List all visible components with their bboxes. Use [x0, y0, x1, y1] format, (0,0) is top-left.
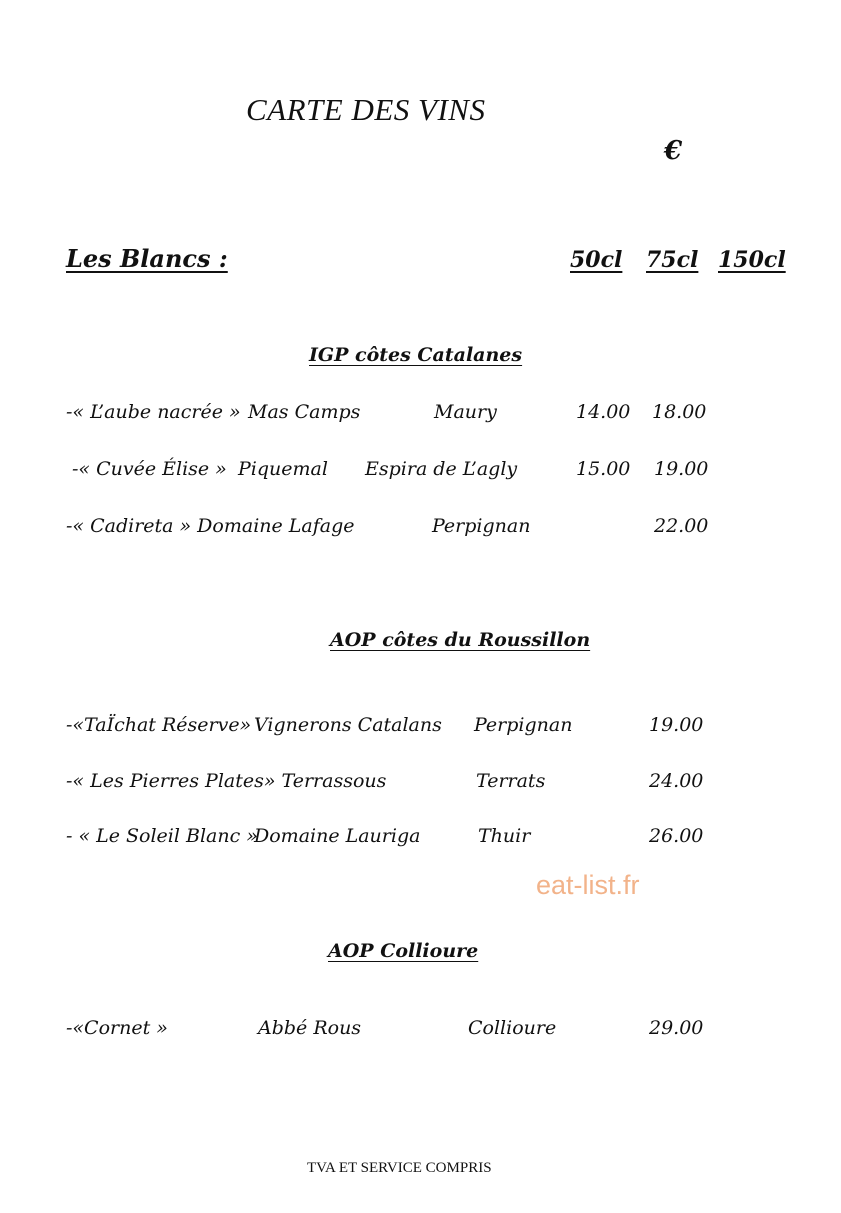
price-75cl: 19.00	[654, 458, 709, 480]
wine-name: -« L’aube nacrée »	[66, 401, 241, 423]
wine-name: - « Le Soleil Blanc »	[66, 825, 258, 847]
watermark: eat-list.fr	[536, 870, 640, 900]
wine-producer: Piquemal	[238, 458, 328, 480]
size-75cl: 75cl	[646, 247, 699, 273]
size-150cl: 150cl	[718, 247, 786, 273]
wine-producer: Abbé Rous	[258, 1017, 362, 1039]
price-75cl: 22.00	[654, 515, 709, 537]
currency-symbol: €	[664, 136, 683, 166]
wine-place: Maury	[434, 401, 497, 423]
group-heading: IGP côtes Catalanes	[309, 344, 523, 366]
price-75cl: 26.00	[649, 825, 704, 847]
group-heading: AOP Collioure	[328, 940, 479, 962]
wine-place: Thuir	[478, 825, 531, 847]
wine-name: -« Cadireta » Domaine Lafage	[66, 515, 355, 537]
wine-name: -« Les Pierres Plates» Terrassous	[66, 770, 387, 792]
group-heading: AOP côtes du Roussillon	[330, 629, 591, 651]
wine-place: Perpignan	[432, 515, 531, 537]
section-heading: Les Blancs :	[66, 244, 228, 273]
wine-place: Collioure	[468, 1017, 557, 1039]
price-50cl: 14.00	[576, 401, 631, 423]
wine-place: Espira de L’agly	[365, 458, 518, 480]
wine-producer: Domaine Lauriga	[254, 825, 421, 847]
wine-name: -«TaЇchat Réserve»	[66, 714, 252, 736]
wine-producer: Mas Camps	[248, 401, 361, 423]
wine-name: -«Cornet »	[66, 1017, 168, 1039]
size-50cl: 50cl	[570, 247, 623, 273]
wine-place: Perpignan	[474, 714, 573, 736]
price-75cl: 29.00	[649, 1017, 704, 1039]
price-75cl: 24.00	[649, 770, 704, 792]
price-50cl: 15.00	[576, 458, 631, 480]
wine-place: Terrats	[476, 770, 546, 792]
price-75cl: 18.00	[652, 401, 707, 423]
wine-producer: Vignerons Catalans	[254, 714, 442, 736]
footer-note: TVA ET SERVICE COMPRIS	[307, 1160, 492, 1176]
wine-name: -« Cuvée Élise »	[72, 458, 227, 480]
price-75cl: 19.00	[649, 714, 704, 736]
page-title: CARTE DES VINS	[246, 92, 486, 127]
